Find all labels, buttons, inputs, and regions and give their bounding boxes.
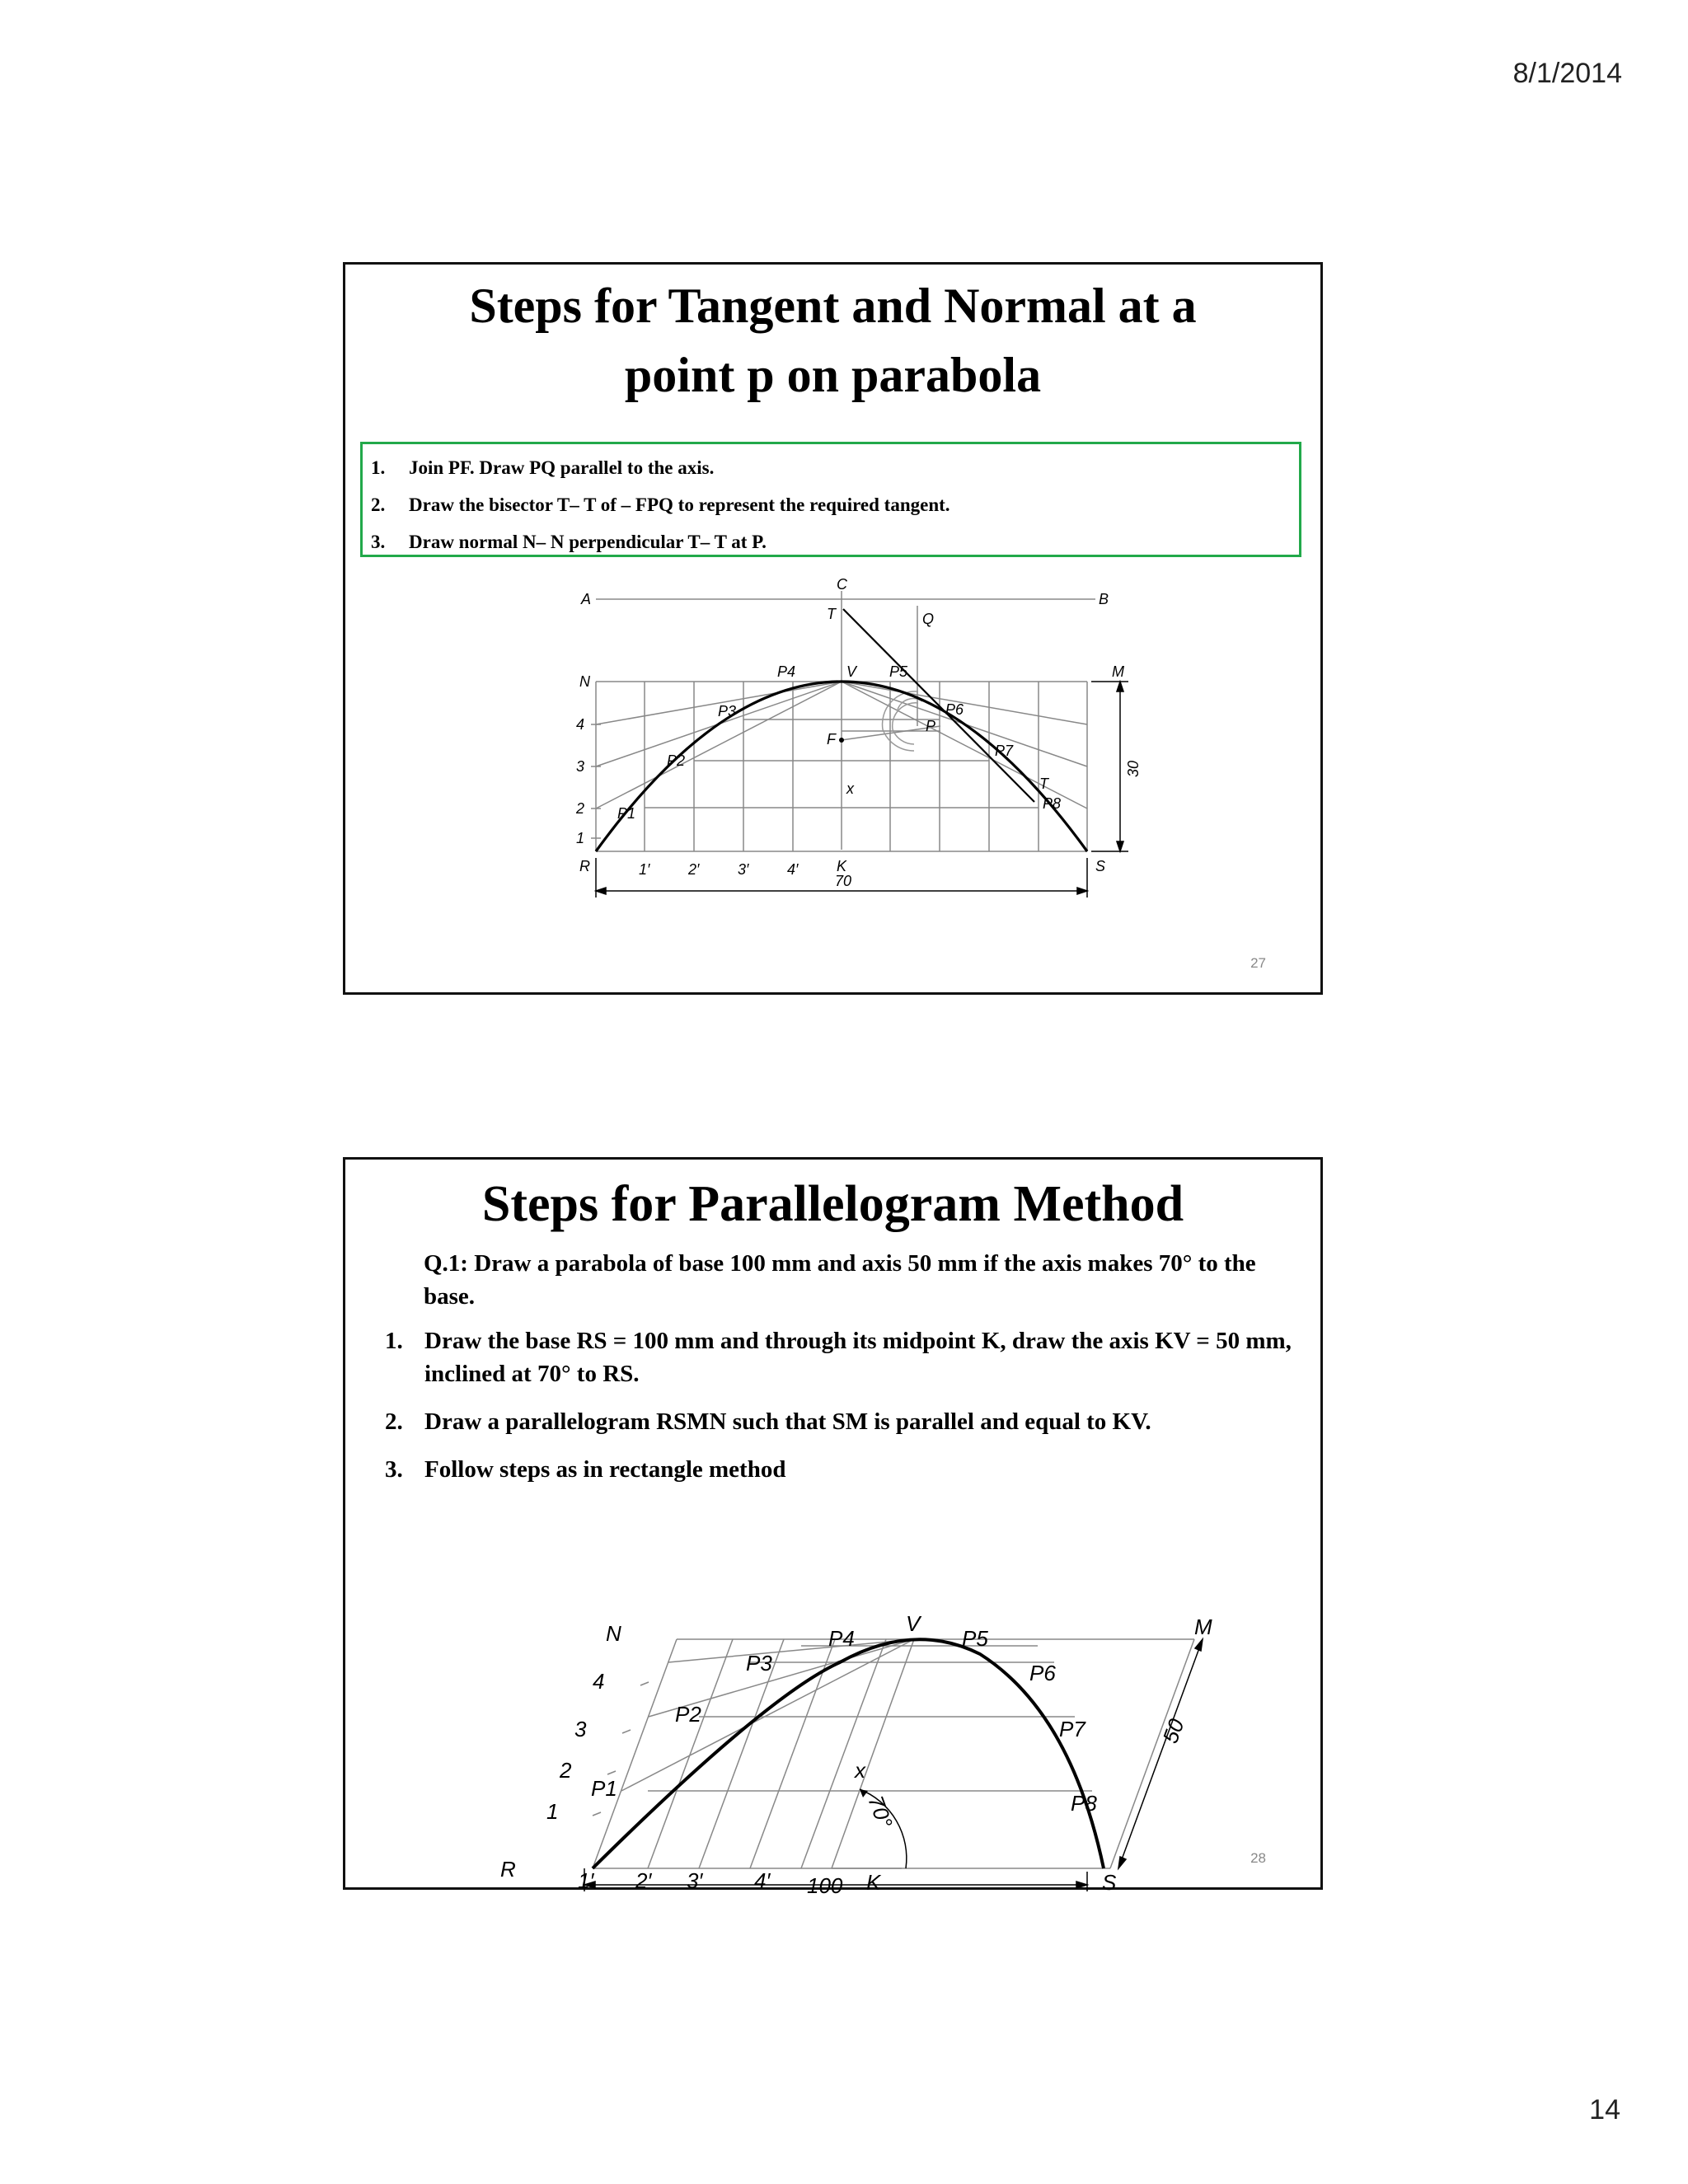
base-num-4: 4′	[787, 861, 799, 878]
base-num-3: 3′	[738, 861, 749, 878]
left-num-1: 1	[576, 830, 585, 846]
base-num-4: 4′	[754, 1868, 771, 1893]
base-num-1: 1′	[578, 1868, 594, 1893]
label-K: K	[866, 1870, 881, 1895]
base-num-3: 3′	[687, 1868, 703, 1893]
slide-title: Steps for Parallelogram Method	[481, 1176, 1184, 1232]
left-num-4: 4	[576, 716, 585, 733]
step-item	[385, 1324, 1292, 1390]
label-R: R	[500, 1857, 516, 1882]
step-number: 3.	[371, 532, 386, 552]
parallelogram-figure	[345, 1539, 1320, 1898]
left-num-4: 4	[593, 1669, 605, 1694]
label-T-top: T	[827, 606, 836, 622]
label-Q: Q	[922, 611, 935, 627]
label-A: A	[581, 591, 592, 607]
point-P3: P3	[718, 703, 737, 719]
left-num-1: 1	[546, 1799, 559, 1824]
left-num-2: 2	[576, 800, 585, 817]
point-P2: P2	[667, 752, 686, 769]
step-number: 2.	[385, 1408, 403, 1435]
label-angle: 70°	[863, 1792, 898, 1832]
step-number: 1.	[371, 457, 386, 478]
steps-box	[360, 442, 1301, 557]
dim-width: 70	[835, 873, 852, 889]
point-P8: P8	[1071, 1791, 1097, 1816]
point-P2: P2	[675, 1702, 701, 1727]
slide-number: 28	[1250, 1850, 1266, 1866]
label-T-low: T	[1039, 776, 1048, 792]
label-M: M	[1194, 1615, 1212, 1639]
label-x: x	[855, 1758, 865, 1783]
label-M: M	[1112, 663, 1124, 680]
label-V: V	[846, 663, 857, 680]
dim-axis: 50	[1157, 1715, 1189, 1747]
label-N: N	[606, 1621, 621, 1646]
label-K: K	[837, 858, 847, 874]
step-text: Follow steps as in rectangle method	[424, 1456, 786, 1483]
slide-parallelogram-method	[343, 1157, 1323, 1898]
label-P: P	[926, 718, 936, 734]
base-num-2: 2′	[635, 1868, 652, 1893]
step-number: 3.	[385, 1456, 403, 1483]
point-P4: P4	[777, 663, 796, 680]
left-num-3: 3	[576, 758, 585, 775]
dim-height: 30	[1125, 760, 1142, 777]
point-P3: P3	[746, 1651, 772, 1675]
title-line-1: Steps for Tangent and Normal at a	[469, 279, 1197, 333]
title-line-2: point p on parabola	[624, 348, 1042, 402]
step-number: 2.	[371, 494, 386, 515]
page-number: 14	[1589, 2094, 1620, 2125]
step-item	[385, 1453, 1292, 1486]
slide-number: 27	[1250, 955, 1266, 971]
step-item	[371, 523, 1291, 560]
point-P5: P5	[962, 1626, 988, 1651]
left-num-3: 3	[574, 1717, 587, 1741]
question-text: Q.1: Draw a parabola of base 100 mm and axis 50 mm if the axis makes 70° to the base.	[424, 1250, 1256, 1310]
step-number: 1.	[385, 1328, 403, 1354]
point-P8: P8	[1043, 795, 1062, 812]
step-text: Draw the base RS = 100 mm and through its midpoint K, draw the axis KV = 50 mm, inclined at 70° to RS.	[424, 1328, 1292, 1387]
label-B: B	[1099, 591, 1109, 607]
label-S: S	[1095, 858, 1106, 874]
step-text: Draw normal N– N perpendicular T– T at P.	[409, 532, 767, 552]
label-N: N	[579, 673, 590, 690]
step-text: Join PF. Draw PQ parallel to the axis.	[409, 457, 715, 478]
base-num-1: 1′	[639, 861, 650, 878]
slide-title	[345, 271, 1320, 410]
point-P6: P6	[1029, 1661, 1056, 1685]
steps-list	[385, 1324, 1292, 1501]
label-x: x	[846, 780, 854, 797]
step-text: Draw the bisector T– T of – FPQ to represent the required tangent.	[409, 494, 950, 515]
label-R: R	[579, 858, 590, 874]
base-num-2: 2′	[688, 861, 700, 878]
point-P7: P7	[1059, 1717, 1085, 1741]
step-item	[371, 486, 1291, 523]
point-P1: P1	[591, 1776, 617, 1801]
page-date: 8/1/2014	[1512, 58, 1622, 89]
left-num-2: 2	[560, 1758, 572, 1783]
step-text: Draw a parallelogram RSMN such that SM is parallel and equal to KV.	[424, 1408, 1151, 1435]
point-P6: P6	[945, 701, 964, 718]
point-P5: P5	[889, 663, 908, 680]
tangent-normal-figure	[345, 569, 1320, 899]
step-item	[385, 1405, 1292, 1438]
label-V: V	[906, 1611, 921, 1636]
point-P7: P7	[995, 743, 1014, 759]
label-S: S	[1102, 1870, 1117, 1895]
point-P1: P1	[617, 805, 636, 822]
label-F: F	[827, 731, 836, 748]
dim-base: 100	[807, 1873, 843, 1898]
step-item	[371, 449, 1291, 486]
slide-tangent-normal	[343, 262, 1323, 995]
point-P4: P4	[828, 1626, 855, 1651]
label-C: C	[837, 576, 847, 593]
